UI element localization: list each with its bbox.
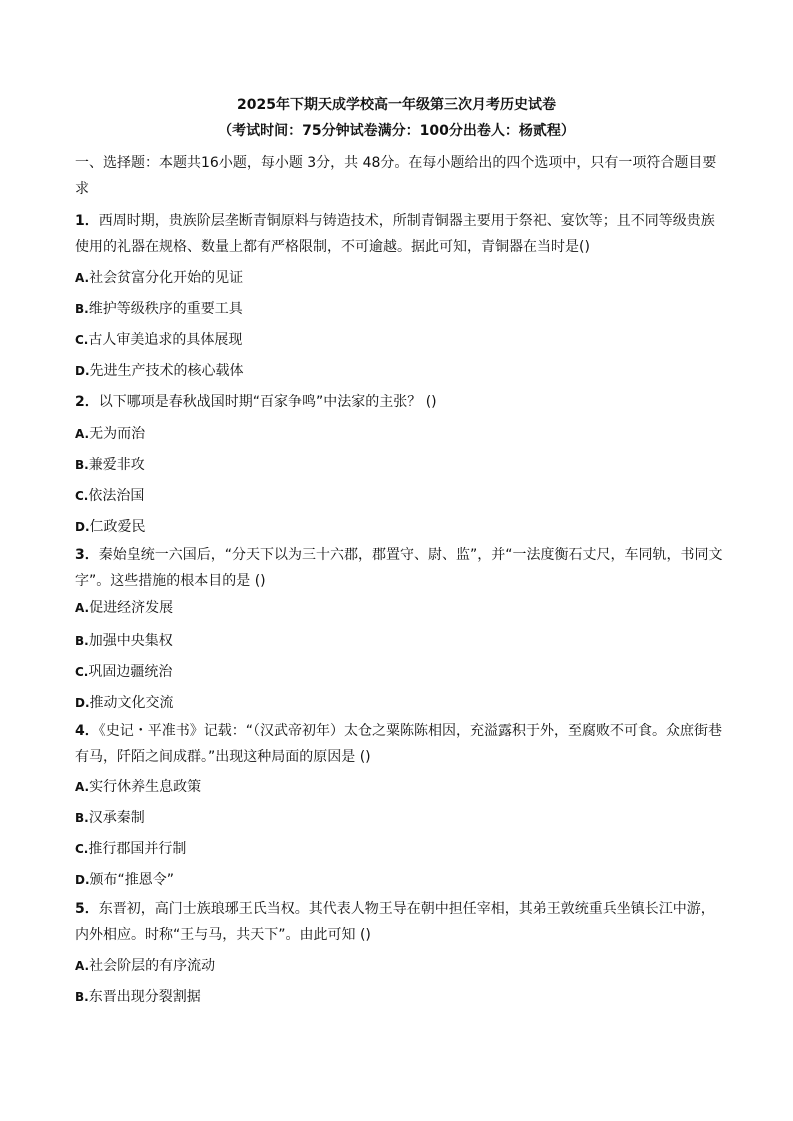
option-1a: [75, 268, 725, 288]
exam-subtitle: （考试时间：75分钟试卷满分：100分出卷人：杨贰程）: [218, 123, 575, 139]
option-4b: [75, 808, 725, 828]
option-2b: [75, 455, 725, 475]
option-letter: B.: [75, 811, 89, 825]
option-letter: B.: [75, 458, 89, 472]
option-2a: [75, 424, 725, 444]
question-stem: 《史记・平准书》记载：“（汉武帝初年）太仓之粟陈陈相因，充溢露积于外，至腐败不可食。众庶街巷有马，阡陌之间成群。”出现这种局面的原因是 (): [75, 723, 723, 765]
option-5a: [75, 956, 725, 976]
option-letter: B.: [75, 990, 89, 1004]
question-number: 1．: [75, 213, 99, 229]
option-text: 巩固边疆统治: [88, 664, 173, 680]
option-text: 古人审美追求的具体展现: [88, 332, 243, 348]
option-5b: [75, 987, 725, 1007]
option-1c: [75, 330, 725, 350]
option-letter: D.: [75, 520, 90, 534]
option-text: 促进经济发展: [89, 600, 174, 616]
option-text: 推行郡国并行制: [88, 841, 187, 857]
option-letter: A.: [75, 780, 90, 794]
option-text: 加强中央集权: [88, 633, 173, 649]
option-text: 维护等级秩序的重要工具: [88, 301, 243, 317]
exam-title: 2025年下期天成学校高一年级第三次月考历史试卷: [237, 97, 556, 113]
question-stem: 东晋初，高门士族琅琊王氏当权。其代表人物王导在朝中担任宰相，其弟王敦统重兵坐镇长江中游，内外相应。时称“王与马，共天下”。由此可知 (): [75, 901, 715, 943]
option-letter: C.: [75, 489, 89, 503]
option-text: 仁政爱民: [89, 519, 146, 535]
option-3b: [75, 631, 725, 651]
option-text: 无为而治: [89, 426, 146, 442]
question-3: [75, 542, 725, 594]
option-text: 先进生产技术的核心载体: [89, 363, 244, 379]
option-4a: [75, 777, 725, 797]
question-number: 2．: [75, 394, 99, 410]
option-text: 兼爱非攻: [88, 457, 145, 473]
option-text: 东晋出现分裂割据: [88, 989, 201, 1005]
option-letter: A.: [75, 959, 90, 973]
option-letter: D.: [75, 873, 90, 887]
question-number: 3．: [75, 547, 99, 563]
option-3a: [75, 598, 725, 618]
option-text: 社会贫富分化开始的见证: [89, 270, 244, 286]
option-2c: [75, 486, 725, 506]
question-number: 4．: [75, 723, 99, 739]
option-1b: [75, 299, 725, 319]
question-number: 5．: [75, 901, 99, 917]
option-letter: C.: [75, 842, 89, 856]
option-text: 社会阶层的有序流动: [89, 958, 216, 974]
option-letter: C.: [75, 333, 89, 347]
question-5: [75, 896, 725, 948]
section-heading: 一、选择题：本题共16小题，每小题 3分，共 48分。在每小题给出的四个选项中，只有一项符合题目要求: [75, 155, 717, 197]
question-stem: 以下哪项是春秋战国时期“百家争鸣”中法家的主张？ (): [98, 394, 437, 410]
option-letter: C.: [75, 665, 89, 679]
option-letter: D.: [75, 696, 90, 710]
question-stem: 秦始皇统一六国后，“分天下以为三十六郡，郡置守、尉、监”，并“一法度衡石丈尺，车同轨，书同文字”。这些措施的根本目的是 (): [75, 547, 723, 589]
option-3c: [75, 662, 725, 682]
option-2d: [75, 517, 725, 537]
option-letter: B.: [75, 634, 89, 648]
option-letter: B.: [75, 302, 89, 316]
option-4c: [75, 839, 725, 859]
option-letter: A.: [75, 427, 90, 441]
option-text: 推动文化交流: [89, 695, 174, 711]
option-3d: [75, 693, 725, 713]
option-text: 依法治国: [88, 488, 145, 504]
option-4d: [75, 870, 725, 890]
question-4: [75, 718, 725, 770]
option-letter: D.: [75, 364, 90, 378]
question-1: [75, 208, 725, 260]
option-1d: [75, 361, 725, 381]
question-stem: 西周时期，贵族阶层垄断青铜原料与铸造技术，所制青铜器主要用于祭祀、宴饮等；且不同等级贵族使用的礼器在规格、数量上都有严格限制，不可逾越。据此可知，青铜器在当时是(): [75, 213, 715, 255]
question-2: [75, 389, 725, 415]
option-text: 实行休养生息政策: [89, 779, 202, 795]
option-letter: A.: [75, 271, 90, 285]
option-letter: A.: [75, 601, 90, 615]
option-text: 汉承秦制: [88, 810, 145, 826]
option-text: 颁布“推恩令”: [89, 872, 175, 888]
